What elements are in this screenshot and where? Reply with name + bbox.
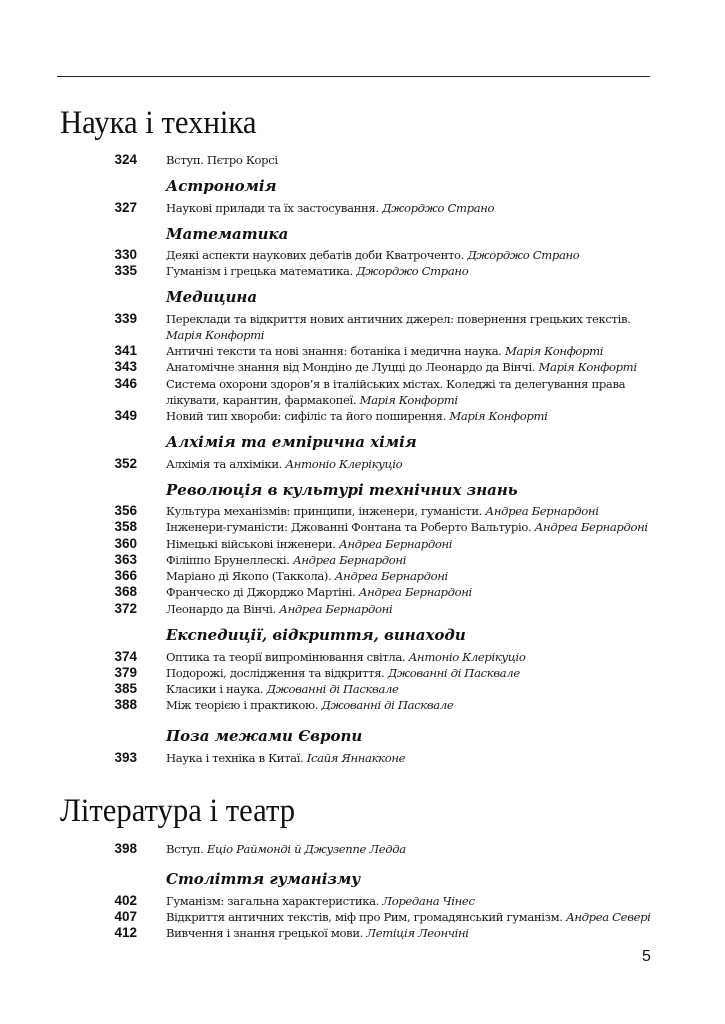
entry-author: Андреа Бернардоні xyxy=(534,520,648,534)
entry-author: Андреа Бернардоні xyxy=(334,569,448,583)
entry-title: Алхімія та алхіміки. xyxy=(166,457,286,471)
entry-title: Новий тип хвороби: сифіліс та його поширення. xyxy=(166,409,450,423)
page-number: 341 xyxy=(114,343,137,358)
section-heading: Експедиції, відкриття, винаходи xyxy=(166,626,466,644)
section-heading: Медицина xyxy=(166,288,258,306)
entry-title: Наука і техніка в Китаї. xyxy=(166,751,307,765)
page-number: 356 xyxy=(114,503,137,518)
page-number: 368 xyxy=(114,584,137,599)
entry-title: Відкриття античних текстів, міф про Рим, громадянський гуманізм. xyxy=(166,910,566,924)
top-rule xyxy=(57,76,650,77)
page-number: 358 xyxy=(114,519,137,534)
entry-title-continued: лікувати, карантин, фармакопеї. xyxy=(166,393,360,407)
page-number: 366 xyxy=(114,568,137,583)
section-heading: Століття гуманізму xyxy=(166,870,361,888)
page-number: 398 xyxy=(114,841,137,856)
entry-title: Наукові прилади та їх застосування. xyxy=(166,201,383,215)
entry-author: Джорджо Страно xyxy=(356,264,469,278)
page-number: 352 xyxy=(114,456,137,471)
section-heading: Революція в культурі технічних знань xyxy=(166,481,518,499)
entry-title: Леонардо да Вінчі. xyxy=(166,602,280,616)
entry-title: Гуманізм і грецька математика. xyxy=(166,264,357,278)
entry-author: Андреа Бернардоні xyxy=(338,537,453,551)
page-number: 388 xyxy=(114,697,137,712)
part-title-literature: Література і театр xyxy=(60,793,296,829)
page-number: 343 xyxy=(114,359,137,374)
page-number: 385 xyxy=(114,681,137,696)
page-number: 402 xyxy=(114,893,137,908)
page-number: 349 xyxy=(114,408,137,423)
entry-title: Культура механізмів: принципи, інженери, гуманісти. xyxy=(166,504,486,518)
section-heading: Астрономія xyxy=(166,177,277,195)
page-number: 412 xyxy=(114,925,137,940)
part-title-science: Наука і техніка xyxy=(60,105,257,141)
section-heading: Математика xyxy=(166,225,289,243)
page-number: 335 xyxy=(114,263,137,278)
entry-title: Німецькі військові інженери. xyxy=(166,537,339,551)
entry-author: Андреа Севері xyxy=(565,910,651,924)
entry-author: Антоніо Клерікуціо xyxy=(285,457,403,471)
entry-title: Античні тексти та нові знання: ботаніка і медична наука. xyxy=(166,344,505,358)
page-number: 330 xyxy=(114,247,137,262)
entry-author: Еціо Раймонді й Джузеппе Ледда xyxy=(206,842,406,856)
entry-author: Джорджо Страно xyxy=(467,248,580,262)
entry-author: Джованні ді Пасквале xyxy=(266,682,399,696)
entry-author: Ісайя Яннакконе xyxy=(306,751,406,765)
entry-author: Летіція Леончіні xyxy=(366,926,469,940)
page-number: 372 xyxy=(114,601,137,616)
entry-title: Деякі аспекти наукових дебатів доби Кватроченто. xyxy=(166,248,468,262)
entry-author: Андреа Бернардоні xyxy=(485,504,599,518)
entry-author: Джорджо Страно xyxy=(382,201,495,215)
page-number-footer: 5 xyxy=(642,948,651,965)
entry-title: Гуманізм: загальна характеристика. xyxy=(166,894,383,908)
page-number: 339 xyxy=(114,311,137,326)
entry-author: Марія Конфорті xyxy=(538,360,637,374)
section-heading: Алхімія та емпірична хімія xyxy=(166,433,417,451)
entry-author: Антоніо Клерікуціо xyxy=(408,650,526,664)
entry-author: Андреа Бернардоні xyxy=(279,602,393,616)
entry-title: Оптика та теорії випромінювання світла. xyxy=(166,650,409,664)
page-number: 374 xyxy=(114,649,137,664)
entry-title: Вступ. xyxy=(166,842,207,856)
entry-author: Джованні ді Пасквале xyxy=(387,666,520,680)
entry-author: Джованні ді Пасквале xyxy=(321,698,454,712)
entry-author: Марія Конфорті xyxy=(359,393,458,407)
page-number: 363 xyxy=(114,552,137,567)
entry-author: Лоредана Чінес xyxy=(382,894,475,908)
entry-title: Інженери-гуманісти: Джованні Фонтана та Роберто Вальтуріо. xyxy=(166,520,535,534)
entry-title: Класики і наука. xyxy=(166,682,267,696)
entry-title: Система охорони здоров’я в італійських містах. Коледжі та делегування права xyxy=(166,377,626,391)
page-number: 346 xyxy=(114,376,137,391)
page-number: 407 xyxy=(114,909,137,924)
page-number: 327 xyxy=(114,200,137,215)
entry-title: Переклади та відкриття нових античних джерел: повернення грецьких текстів. xyxy=(166,312,631,326)
entry-author: Марія Конфорті xyxy=(449,409,548,423)
page-number: 360 xyxy=(114,536,137,551)
entry-title: Філіппо Брунеллескі. xyxy=(166,553,293,567)
page-number: 324 xyxy=(114,152,137,167)
entry-author: Марія Конфорті xyxy=(504,344,604,358)
section-heading: Поза межами Європи xyxy=(166,727,363,745)
entry-title: Франческо ді Джорджо Мартіні. xyxy=(166,585,359,599)
entry-title: Анатомічне знання від Мондіно де Луцці до Леонардо да Вінчі. xyxy=(166,360,539,374)
entry-title: Вивчення і знання грецької мови. xyxy=(166,926,367,940)
entry-author: Андреа Бернардоні xyxy=(358,585,472,599)
page-number: 393 xyxy=(114,750,137,765)
page-number: 379 xyxy=(114,665,137,680)
entry-title: Між теорією і практикою. xyxy=(166,698,322,712)
entry-title: Вступ. Пєтро Корсі xyxy=(166,153,278,167)
entry-author: Андреа Бернардоні xyxy=(292,553,407,567)
entry-author: Марія Конфорті xyxy=(166,328,265,342)
entry-title: Маріано ді Якопо (Таккола). xyxy=(166,569,335,583)
entry-title: Подорожі, дослідження та відкриття. xyxy=(166,666,388,680)
